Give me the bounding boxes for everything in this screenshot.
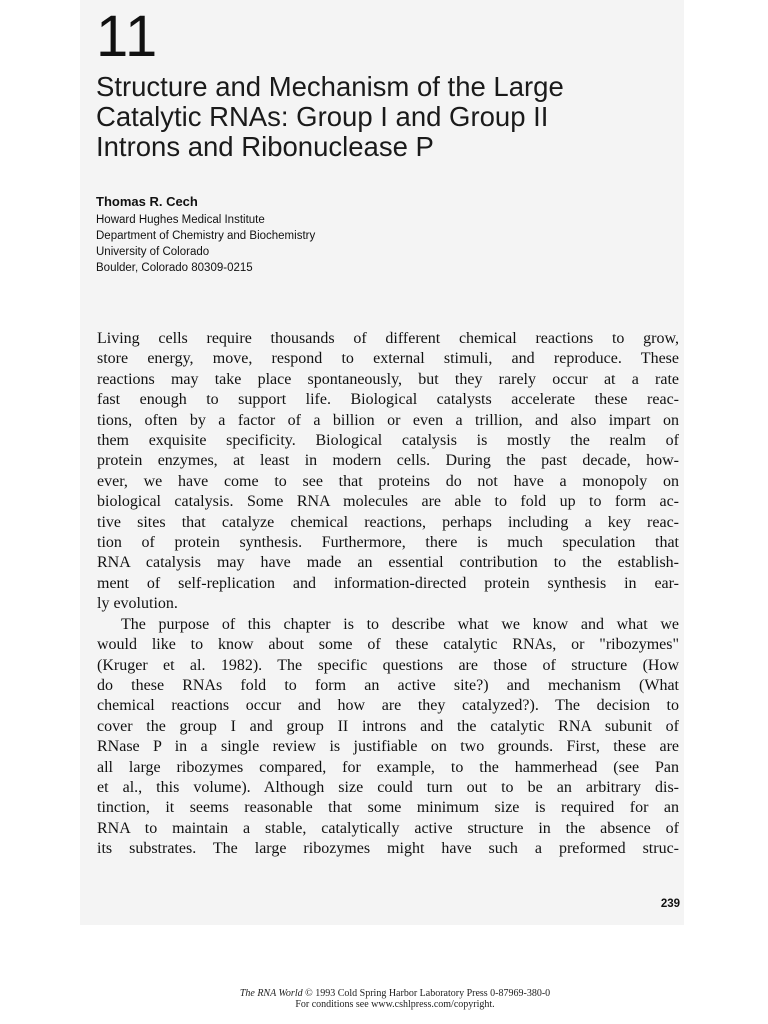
text-line: ment of self-replication and information-directed protein synthesis in ear- xyxy=(97,574,679,592)
text-line: do these RNAs fold to form an active site?) and mechanism (What xyxy=(97,676,679,694)
text-line: cover the group I and group II introns and the catalytic RNA subunit of xyxy=(97,717,679,735)
affiliation-line: Boulder, Colorado 80309-0215 xyxy=(96,262,253,274)
text-line: ever, we have come to see that proteins do not have a monopoly on xyxy=(97,472,679,490)
body-text xyxy=(97,329,679,860)
text-line: all large ribozymes compared, for example, to the hammerhead (see Pan xyxy=(97,758,679,776)
chapter-title-line: Structure and Mechanism of the Large xyxy=(96,71,564,102)
text-line: its substrates. The large ribozymes might have such a preformed struc- xyxy=(97,840,679,858)
author-name: Thomas R. Cech xyxy=(96,194,198,209)
text-line: fast enough to support life. Biological catalysts accelerate these reac- xyxy=(97,391,679,409)
footer xyxy=(150,988,640,1010)
author-block xyxy=(96,193,315,276)
text-line: tion of protein synthesis. Furthermore, there is much speculation that xyxy=(97,534,679,552)
chapter-number: 11 xyxy=(96,4,159,69)
text-line: protein enzymes, at least in modern cells. During the past decade, how- xyxy=(97,452,679,470)
text-line: tive sites that catalyze chemical reactions, perhaps including a key reac- xyxy=(97,513,679,531)
text-line: tinction, it seems reasonable that some minimum size is required for an xyxy=(97,799,679,817)
text-line: chemical reactions occur and how are they catalyzed?). The decision to xyxy=(97,697,679,715)
text-line: them exquisite specificity. Biological catalysis is mostly the realm of xyxy=(97,432,679,450)
text-line: biological catalysis. Some RNA molecules are able to fold up to form ac- xyxy=(97,493,679,511)
text-line: reactions may take place spontaneously, but they rarely occur at a rate xyxy=(97,370,679,388)
book-title: The RNA World xyxy=(239,988,303,999)
copyright-text: © 1993 Cold Spring Harbor Laboratory Press 0-87969-380-0 xyxy=(305,988,551,999)
chapter-title-line: Catalytic RNAs: Group I and Group II xyxy=(96,101,549,132)
text-line: RNA to maintain a stable, catalytically active structure in the absence of xyxy=(97,819,679,837)
text-line: The purpose of this chapter is to describe what we know and what we xyxy=(121,615,679,633)
chapter-title-line: Introns and Ribonuclease P xyxy=(96,131,434,162)
footer-conditions: For conditions see www.cshlpress.com/copyright. xyxy=(295,999,495,1010)
footer-citation-line xyxy=(150,988,640,999)
text-line: Living cells require thousands of different chemical reactions to grow, xyxy=(97,330,679,347)
text-line: et al., this volume). Although size could turn out to be an arbitrary dis- xyxy=(97,778,679,796)
affiliation-line: Howard Hughes Medical Institute xyxy=(96,214,265,226)
text-line: store energy, move, respond to external stimuli, and reproduce. These xyxy=(97,350,679,368)
text-line: would like to know about some of these catalytic RNAs, or "ribozymes" xyxy=(97,636,679,654)
text-line: RNA catalysis may have made an essential contribution to the establish- xyxy=(97,554,679,572)
text-line: RNase P in a single review is justifiable on two grounds. First, these are xyxy=(97,738,679,756)
affiliation-line: Department of Chemistry and Biochemistry xyxy=(96,230,316,242)
chapter-title xyxy=(96,72,676,162)
text-line: (Kruger et al. 1982). The specific questions are those of structure (How xyxy=(97,656,679,674)
affiliation-line: University of Colorado xyxy=(96,246,210,258)
text-line: ly evolution. xyxy=(97,595,178,613)
page-number: 239 xyxy=(660,898,680,910)
text-line: tions, often by a factor of a billion or even a trillion, and also impart on xyxy=(97,411,679,429)
